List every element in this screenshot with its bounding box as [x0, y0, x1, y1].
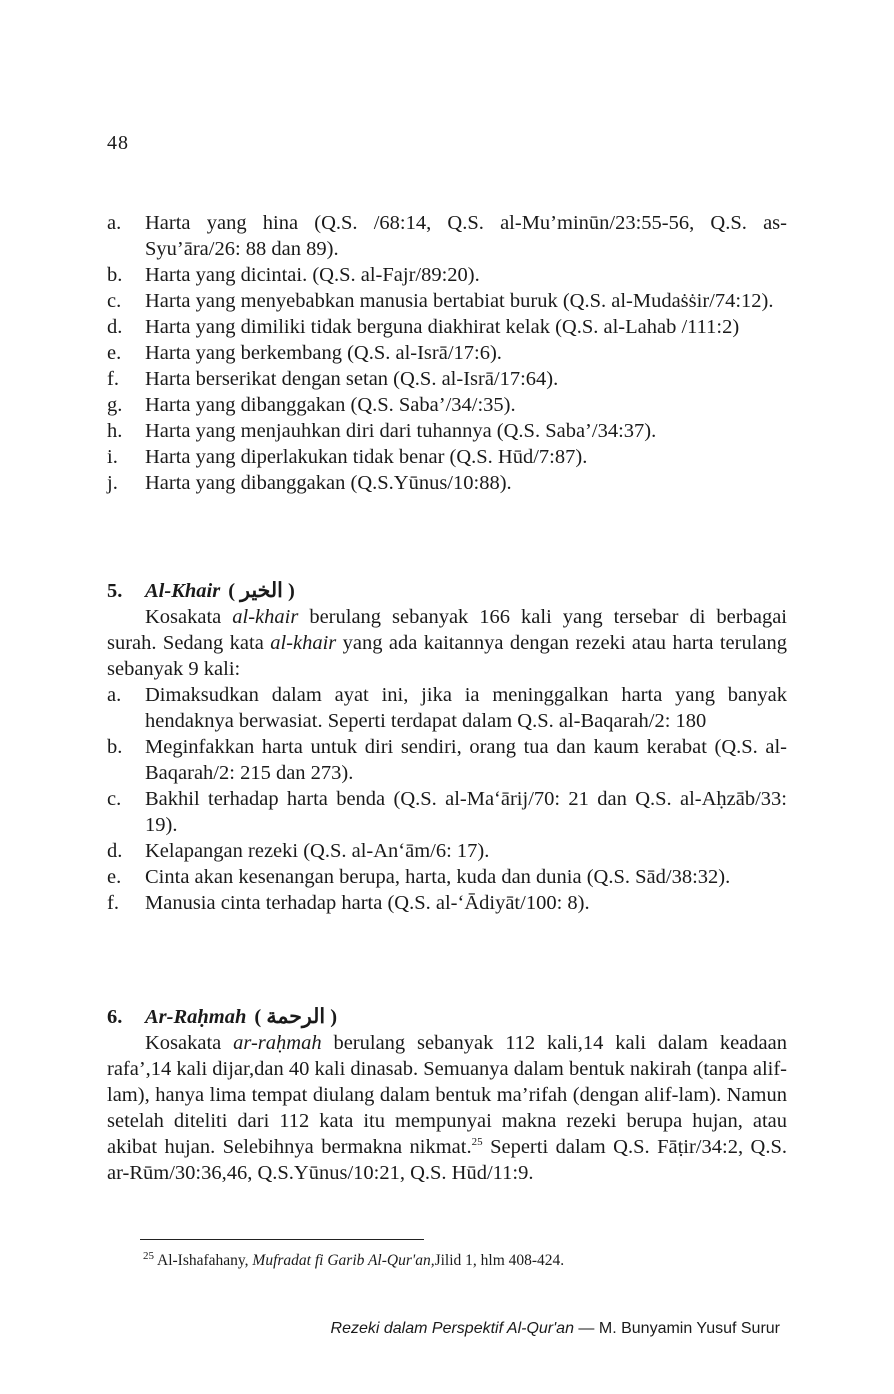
list-item-text: Harta yang diperlakukan tidak benar (Q.S. Hūd/7:87).	[145, 446, 588, 468]
section-number: 6.	[107, 1006, 123, 1028]
list-harta	[107, 210, 787, 496]
footnote	[143, 1251, 783, 1271]
list-item	[107, 470, 787, 496]
list-item-text: Harta yang menyebabkan manusia bertabiat buruk (Q.S. al-Mudaṡṡir/74:12).	[145, 290, 774, 312]
footnote-number: 25	[143, 1249, 154, 1262]
footnote-divider	[140, 1239, 424, 1240]
list-item	[107, 786, 787, 838]
list-item	[107, 734, 787, 786]
section-al-khair	[107, 578, 787, 916]
section-number: 5.	[107, 580, 123, 602]
list-marker: c.	[107, 290, 122, 312]
list-item	[107, 288, 787, 314]
section-paragraph	[107, 1030, 787, 1186]
list-marker: b.	[107, 264, 123, 286]
list-item	[107, 210, 787, 262]
list-marker: g.	[107, 394, 123, 416]
list-item	[107, 682, 787, 734]
list-marker: j.	[107, 472, 118, 494]
list-marker: f.	[107, 892, 119, 914]
footnote-author: Al-Ishafahany,	[154, 1252, 253, 1269]
list-item-text: Harta yang dicintai. (Q.S. al-Fajr/89:20).	[145, 264, 480, 286]
section-title: Al-Khair	[145, 580, 221, 602]
footnote-detail: Jilid 1, hlm 408-424.	[434, 1252, 565, 1269]
section-arabic-term: ( الرحمة )	[254, 1006, 338, 1028]
list-item	[107, 864, 787, 890]
section-heading	[107, 578, 787, 604]
list-item	[107, 340, 787, 366]
list-item-text: Kelapangan rezeki (Q.S. al-An‘ām/6: 17).	[145, 840, 490, 862]
list-item	[107, 314, 787, 340]
section-heading	[107, 1004, 787, 1030]
footer-separator: —	[573, 1320, 599, 1337]
text-run: Seperti dalam Q.S. Fāṭir/34:2, Q.S. ar-Rūm/30:36,46, Q.S.Yūnus/10:21, Q.S. Hūd/11:9.	[107, 1136, 787, 1184]
section-ar-rahmah	[107, 1004, 787, 1186]
section-title: Ar-Raḥmah	[145, 1006, 247, 1028]
list-item	[107, 890, 787, 916]
page-number: 48	[107, 132, 129, 154]
list-item	[107, 366, 787, 392]
text-run: Kosakata	[145, 1032, 234, 1054]
list-item	[107, 392, 787, 418]
text-run: berulang sebanyak 112 kali,14 kali dalam keadaan rafa’,14 kali dijar,dan 40 kali dinasab. Semuanya dalam bentuk nakirah (tanpa alif-lam), hanya lima tempat diulang dalam bentuk ma’rifah (dengan alif-lam). Namun setelah diteliti dari 112 kata itu mempunyai makna rezeki berupa hujan, atau akibat hujan. Selebihnya bermakna nikmat.	[107, 1032, 788, 1158]
footer-author: M. Bunyamin Yusuf Surur	[598, 1320, 780, 1337]
list-item-text: Cinta akan kesenangan berupa, harta, kuda dan dunia (Q.S. Sād/38:32).	[145, 866, 731, 888]
footer-book-title: Rezeki dalam Perspektif Al-Qur'an	[330, 1320, 574, 1337]
footnote-ref[interactable]: 25	[471, 1136, 483, 1149]
list-item-text: Harta yang hina (Q.S. /68:14, Q.S. al-Mu’minūn/23:55-56, Q.S. as-Syu’āra/26: 88 dan 89).	[145, 212, 787, 260]
list-marker: f.	[107, 368, 119, 390]
list-marker: a.	[107, 684, 122, 706]
list-item-text: Harta yang dibanggakan (Q.S. Saba’/34/:35).	[145, 394, 516, 416]
list-item-text: Dimaksudkan dalam ayat ini, jika ia meninggalkan harta yang banyak hendaknya berwasiat. Seperti terdapat dalam Q.S. al-Baqarah/2: 180	[145, 684, 787, 732]
term: ar-raḥmah	[233, 1032, 322, 1054]
list-marker: e.	[107, 866, 122, 888]
section-intro-paragraph	[107, 604, 787, 682]
list-item	[107, 262, 787, 288]
list-item-text: Harta yang dibanggakan (Q.S.Yūnus/10:88).	[145, 472, 512, 494]
section-arabic-term: ( الخير )	[228, 580, 295, 602]
list-item-text: Bakhil terhadap harta benda (Q.S. al-Ma‘ārij/70: 21 dan Q.S. al-Aḥzāb/33: 19).	[145, 788, 787, 836]
running-footer	[331, 1316, 780, 1342]
text-run: Kosakata	[145, 606, 233, 628]
term: al-khair	[232, 606, 299, 628]
text-run: berulang sebanyak 166 kali yang tersebar di berbagai surah. Sedang kata	[107, 606, 787, 654]
list-item-text: Meginfakkan harta untuk diri sendiri, orang tua dan kaum kerabat (Q.S. al-Baqarah/2: 215 dan 273).	[145, 736, 787, 784]
list-item-text: Harta yang berkembang (Q.S. al-Isrā/17:6).	[145, 342, 502, 364]
footnote-work: Mufradat fi Garib Al-Qur'an,	[252, 1252, 435, 1269]
list-item	[107, 838, 787, 864]
term: al-khair	[270, 632, 337, 654]
list-marker: b.	[107, 736, 123, 758]
list-item-text: Harta berserikat dengan setan (Q.S. al-Isrā/17:64).	[145, 368, 559, 390]
list-item-text: Manusia cinta terhadap harta (Q.S. al-‘Ādiyāt/100: 8).	[145, 892, 590, 914]
list-item	[107, 418, 787, 444]
list-marker: d.	[107, 316, 123, 338]
list-marker: a.	[107, 212, 122, 234]
list-item-text: Harta yang dimiliki tidak berguna diakhirat kelak (Q.S. al-Lahab /111:2)	[145, 316, 740, 338]
list-marker: h.	[107, 420, 123, 442]
list-item	[107, 444, 787, 470]
list-marker: d.	[107, 840, 123, 862]
list-marker: i.	[107, 446, 118, 468]
text-run: yang ada kaitannya dengan rezeki atau harta terulang sebanyak 9 kali:	[107, 632, 787, 680]
list-marker: e.	[107, 342, 122, 364]
list-marker: c.	[107, 788, 122, 810]
list-item-text: Harta yang menjauhkan diri dari tuhannya (Q.S. Saba’/34:37).	[145, 420, 657, 442]
